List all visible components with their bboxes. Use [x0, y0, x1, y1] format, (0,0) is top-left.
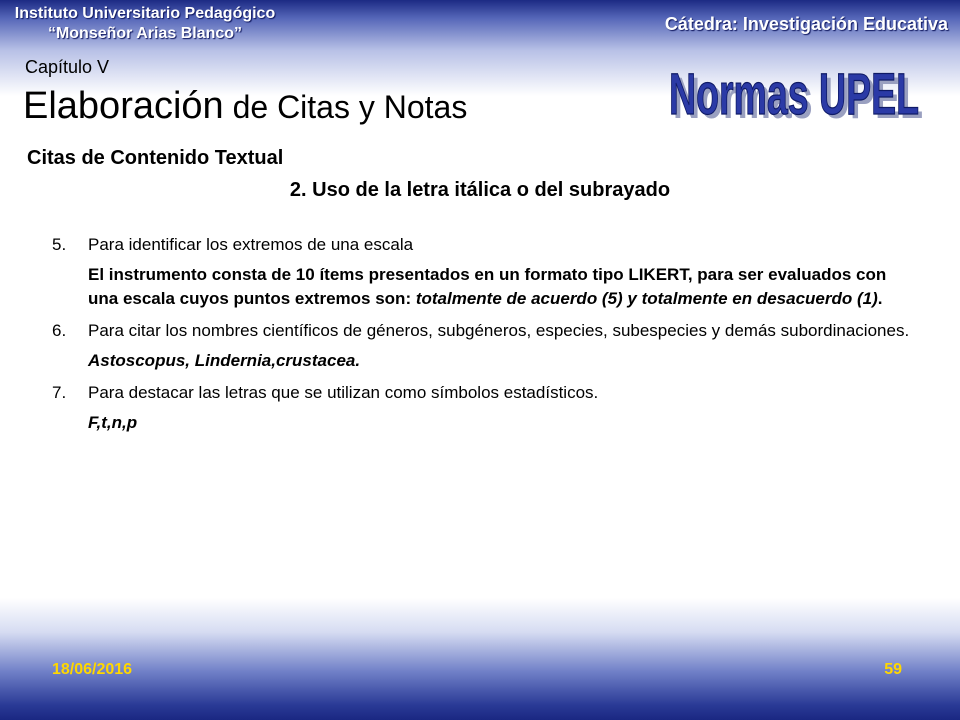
item-number: 5. [52, 235, 67, 254]
item-text: Para citar los nombres científicos de géneros, subgéneros, especies, subespecies y demás subordinaciones. [88, 321, 910, 340]
page-title-main: Elaboración [23, 85, 224, 127]
course-name: Cátedra: Investigación Educativa [664, 14, 948, 34]
content-list [52, 233, 912, 435]
normas-upel-logo [660, 52, 940, 132]
logo-text: Normas UPEL [669, 62, 919, 127]
institute-name [14, 4, 276, 44]
page-title-rest: de Citas y Notas [223, 89, 468, 125]
item-text: Para identificar los extremos de una escala [88, 235, 414, 254]
list-item [52, 381, 912, 405]
institute-line-2: “Monseñor Arias Blanco” [47, 25, 243, 42]
footer-date: 18/06/2016 [52, 661, 133, 678]
section-title: Citas de Contenido Textual [27, 147, 284, 169]
item-text: Para destacar las letras que se utilizan como símbolos estadísticos. [88, 383, 599, 402]
item-example: F,t,n,p [88, 413, 138, 432]
logo-shadow: Normas UPEL [673, 66, 923, 131]
item-example: Astoscopus, Lindernia,crustacea. [88, 351, 361, 370]
page-title [23, 85, 467, 128]
item-number: 7. [52, 383, 67, 402]
item-number: 6. [52, 321, 67, 340]
list-item [52, 233, 912, 257]
chapter-label: Capítulo V [25, 57, 110, 77]
page-number: 59 [884, 661, 902, 678]
item-example: El instrumento consta de 10 ítems presentados en un formato tipo LIKERT, para ser evaluados con una escala cuyos puntos extremos son: totalmente de acuerdo (5) y totalmente en desacuerdo (1). [88, 265, 887, 308]
list-item [52, 319, 912, 343]
subsection-title: 2. Uso de la letra itálica o del subrayado [289, 179, 671, 201]
institute-line-1: Instituto Universitario Pedagógico [14, 5, 276, 22]
